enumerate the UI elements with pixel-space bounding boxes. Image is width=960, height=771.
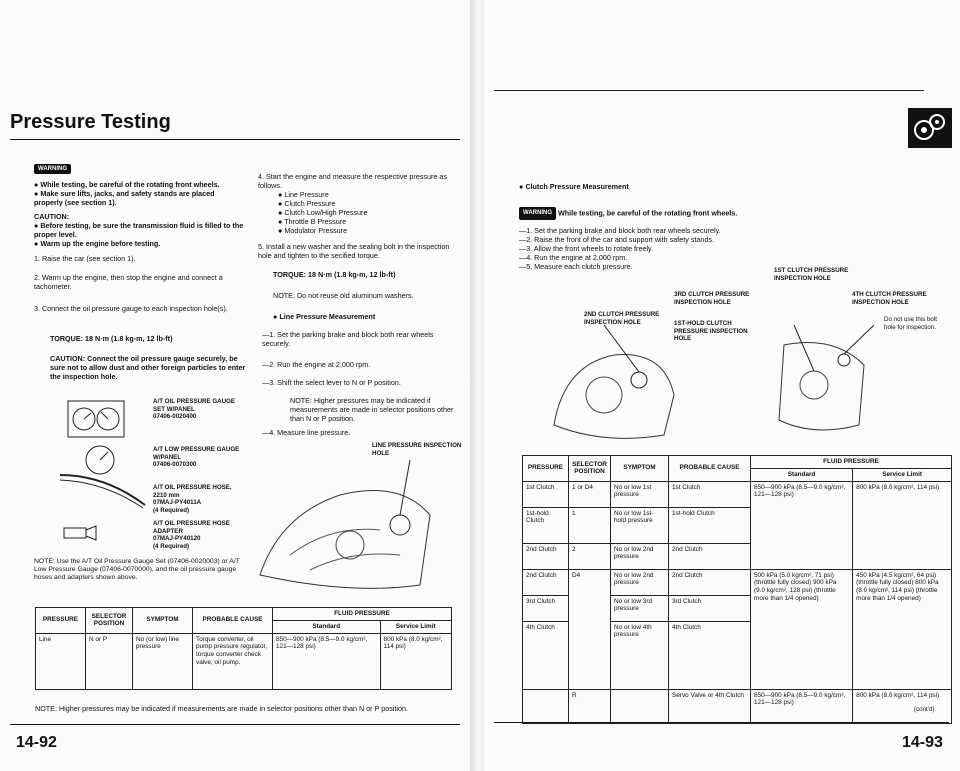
sub-step-1: —1. Set the parking brake and block both rear wheels securely. (262, 330, 434, 348)
th-standard: Standard (273, 620, 381, 633)
transmission-section-icon (908, 108, 952, 148)
table-cell: 1st-hold Clutch (523, 507, 569, 543)
continued-label: (cont'd) (914, 706, 935, 713)
table-cell: No or low 1st-hold pressure (611, 507, 669, 543)
table-cell: No or low 2nd pressure (611, 543, 669, 569)
title-rule (10, 139, 460, 140)
table-cell: 4th Clutch (523, 621, 569, 689)
hose-icon (55, 470, 150, 510)
caution-2: ● Warm up the engine before testing. (34, 239, 161, 248)
note-gauge: NOTE: Use the A/T Oil Pressure Gauge Set (07406-0020003) or A/T Low Pressure Gauge (07406-0070000), and the oil pressure gauge hoses and adapters shown above. (34, 558, 240, 581)
table-cell: 2nd Clutch (669, 543, 751, 569)
tool-1: A/T OIL PRESSURE GAUGE SET W/PANEL 07406-0020400 (153, 398, 236, 421)
step-5: 5. Install a new washer and the sealing bolt in the inspection hole and tighten to the secified torque. (258, 242, 450, 260)
table-cell: 1 or D4 (569, 481, 611, 507)
table-cell: 850—900 kPa (8.5—9.0 kg/cm², 121—128 psi) (751, 481, 853, 569)
adapter-icon (60, 518, 100, 548)
line-pressure-heading: ● Line Pressure Measurement (273, 312, 376, 321)
table-cell (611, 689, 669, 723)
table-cell: 3rd Clutch (669, 595, 751, 621)
bottom-note: NOTE: Higher pressures may be indicated if measurements are made in selector positions other than N or P position. (35, 704, 408, 713)
warning-badge: WARNING (519, 207, 556, 220)
step: —4. Run the engine at 2,000 rpm. (519, 253, 628, 262)
table-cell: 1st Clutch (669, 481, 751, 507)
sub-step-4: —4. Measure line pressure. (262, 428, 351, 437)
transmission-illustration (544, 325, 874, 445)
header-rule (494, 90, 924, 91)
th-selector: SELECTOR POSITION (86, 608, 133, 634)
pressure-list (278, 190, 448, 235)
table-cell: No or low 4th pressure (611, 621, 669, 689)
table-cell: 3rd Clutch (523, 595, 569, 621)
step-3: 3. Connect the oil pressure gauge to each inspection hole(s). (34, 304, 228, 313)
warning-block (34, 160, 244, 248)
th-selector: SELECTOR POSITION (569, 456, 611, 482)
table-cell: Line (36, 633, 86, 689)
callout-1st-hold: 1ST-HOLD CLUTCH PRESSURE INSPECTION HOLE (674, 320, 748, 343)
table-cell: Torque converter, oil pump pressure regulator, torque converter check valve, oil pump. (193, 633, 273, 689)
note-higher: NOTE: Higher pressures may be indicated if measurements are made in selector positions other than N or P position. (290, 396, 454, 423)
callout-no-use: Do not use this bolt hole for inspection. (884, 316, 937, 331)
pressure-item: ● Modulator Pressure (278, 226, 348, 235)
table-cell (523, 689, 569, 723)
right-steps (519, 226, 819, 271)
th-fluid: FLUID PRESSURE (751, 456, 952, 469)
table-cell: 2nd Clutch (669, 569, 751, 595)
clutch-heading: ● Clutch Pressure Measurement (519, 182, 629, 191)
callout-4th: 4TH CLUTCH PRESSURE INSPECTION HOLE (852, 291, 927, 306)
table-cell: 1st Clutch (523, 481, 569, 507)
step: —1. Set the parking brake and block both rear wheels securely. (519, 226, 721, 235)
table-cell: 850—900 kPa (8.5—9.0 kg/cm², 121—128 psi) (273, 633, 381, 689)
th-pressure: PRESSURE (523, 456, 569, 482)
step: —3. Allow the front wheels to rotate freely. (519, 244, 654, 253)
table-cell: 800 kPa (8.0 kg/cm², 114 psi) (853, 481, 952, 569)
table-cell: 450 kPa (4.5 kg/cm², 64 psi) (throttle fully closed) 800 kPa (8.0 kg/cm², 114 psi) (throttle more than 1/4 opened) (853, 569, 952, 689)
pressure-item: ● Line Pressure (278, 190, 329, 199)
table-cell: 2 (569, 543, 611, 569)
th-fluid: FLUID PRESSURE (273, 608, 452, 621)
transmission-illustration (250, 455, 450, 595)
th-standard: Standard (751, 468, 853, 481)
page-number: 14-93 (902, 734, 943, 751)
th-pressure: PRESSURE (36, 608, 86, 634)
callout-3rd: 3RD CLUTCH PRESSURE INSPECTION HOLE (674, 291, 750, 306)
page-number: 14-92 (16, 734, 57, 751)
th-symptom: SYMPTOM (133, 608, 193, 634)
line-pressure-callout: LINE PRESSURE INSPECTION HOLE (372, 442, 462, 457)
sub-step-2: —2. Run the engine at 2,000 rpm. (262, 360, 371, 369)
right-warning: WARNING While testing, be careful of the rotating front wheels. (519, 207, 819, 220)
th-symptom: SYMPTOM (611, 456, 669, 482)
tool-4: A/T OIL PRESSURE HOSE ADAPTER 07MAJ-PY40120 (4 Required) (153, 520, 230, 550)
table-cell: 2nd Clutch (523, 543, 569, 569)
tool-2: A/T LOW PRESSURE GAUGE W/PANEL 07406-0070300 (153, 446, 240, 469)
th-limit: Service Limit (853, 468, 952, 481)
callout-2nd: 2ND CLUTCH PRESSURE INSPECTION HOLE (584, 311, 660, 326)
th-cause: PROBABLE CAUSE (193, 608, 273, 634)
table-cell: 1st-hold Clutch (669, 507, 751, 543)
sub-step-3: —3. Shift the select lever to N or P position. (262, 378, 401, 387)
warning-badge: WARNING (34, 164, 71, 174)
table-cell: No or low 2nd pressure (611, 569, 669, 595)
page-title: Pressure Testing (10, 111, 171, 133)
step: —2. Raise the front of the car and support with safety stands. (519, 235, 714, 244)
torque-spec-2: TORQUE: 18 N·m (1.8 kg-m, 12 lb-ft) (273, 270, 396, 279)
table-cell: 500 kPa (5.0 kg/cm², 71 psi) (throttle fully closed) 900 kPa (9.0 kg/cm², 128 psi) (throttle more than 1/4 opened) (751, 569, 853, 689)
step-1: 1. Raise the car (see section 1). (34, 254, 136, 263)
table-cell: Servo Valve or 4th Clutch (669, 689, 751, 723)
table-cell: R (569, 689, 611, 723)
note-aluminum: NOTE: Do not reuse old aluminum washers. (273, 291, 414, 300)
bottom-rule (494, 722, 949, 723)
step: —5. Measure each clutch pressure. (519, 262, 633, 271)
torque-spec: TORQUE: 18 N·m (1.8 kg-m, 12 lb-ft) (50, 334, 173, 343)
step-4: 4. Start the engine and measure the respective pressure as follows. (258, 172, 447, 190)
step-2: 2. Warm up the engine, then stop the engine and connect a tachometer. (34, 273, 223, 291)
th-cause: PROBABLE CAUSE (669, 456, 751, 482)
table-cell: 800 kPa (8.0 kg/cm², 114 psi) (380, 633, 451, 689)
right-page (484, 0, 960, 771)
pressure-item: ● Clutch Pressure (278, 199, 336, 208)
caution-2-text: CAUTION: Connect the oil pressure gauge securely, be sure not to allow dust and other foreign particles to enter the inspection hole. (50, 354, 246, 381)
caution-label: CAUTION: (34, 212, 70, 221)
table-cell: 2nd Clutch (523, 569, 569, 595)
bottom-rule (10, 724, 460, 725)
clutch-pressure-table (522, 455, 952, 724)
table-cell: D4 (569, 569, 611, 689)
table-cell: No (or low) line pressure (133, 633, 193, 689)
table-cell: N or P (86, 633, 133, 689)
th-limit: Service Limit (380, 620, 451, 633)
table-cell: No or low 1st pressure (611, 481, 669, 507)
table-cell: 800 kPa (8.0 kg/cm², 114 psi) (853, 689, 952, 723)
warning-1: ● While testing, be careful of the rotating front wheels. (34, 180, 220, 189)
pressure-item: ● Throttle B Pressure (278, 217, 347, 226)
left-page (0, 0, 470, 771)
table-cell: 4th Clutch (669, 621, 751, 689)
table-cell: 850—900 kPa (8.5—9.0 kg/cm², 121—128 psi) (751, 689, 853, 723)
line-pressure-table (35, 607, 452, 690)
callout-1st: 1ST CLUTCH PRESSURE INSPECTION HOLE (774, 267, 849, 282)
tool-3: A/T OIL PRESSURE HOSE, 2210 mm 07MAJ-PY4011A (4 Required) (153, 484, 232, 514)
pressure-item: ● Clutch Low/High Pressure (278, 208, 368, 217)
table-cell: No or low 3rd pressure (611, 595, 669, 621)
caution-1: ● Before testing, be sure the transmission fluid is filled to the proper level. (34, 221, 244, 239)
binding-gutter (470, 0, 484, 771)
table-cell: 1 (569, 507, 611, 543)
warning-2: ● Make sure lifts, jacks, and safety stands are placed properly (see section 1). (34, 189, 215, 207)
